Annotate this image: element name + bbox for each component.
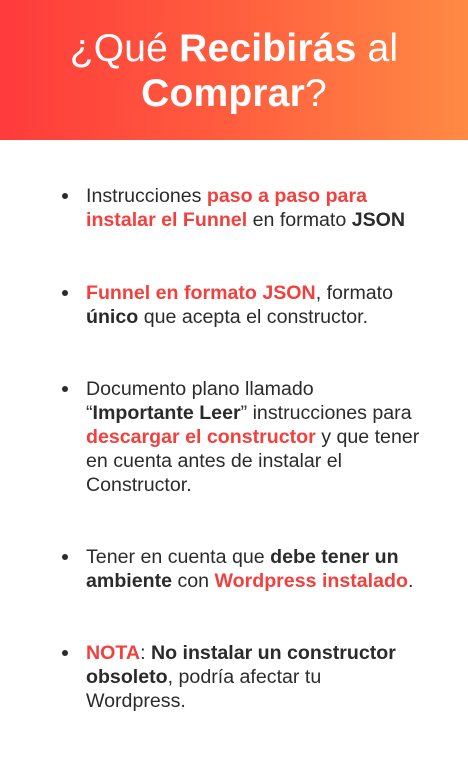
item-highlight: paso a paso para instalar el Funnel bbox=[86, 185, 367, 231]
bullet-icon bbox=[62, 554, 68, 560]
title-emphasis: Recibirás bbox=[179, 27, 357, 70]
page-title-line-2 bbox=[141, 71, 327, 116]
list-item bbox=[86, 377, 426, 497]
item-text: con bbox=[172, 570, 215, 592]
title-part: al bbox=[356, 27, 399, 70]
bullet-icon bbox=[62, 650, 68, 656]
header-banner bbox=[0, 0, 468, 140]
list-item bbox=[86, 281, 426, 329]
item-text: : bbox=[140, 642, 151, 664]
list-item bbox=[86, 545, 426, 593]
item-text: , formato bbox=[315, 282, 394, 304]
item-bold: Importante Leer bbox=[92, 402, 241, 424]
list-item bbox=[86, 184, 426, 232]
item-text: y que tener en cuenta antes de instalar el Constructor. bbox=[86, 426, 420, 496]
item-bold: debe tener un ambiente bbox=[86, 546, 399, 592]
bullet-icon bbox=[62, 193, 68, 199]
title-part: ? bbox=[305, 72, 327, 115]
page-title-line-1 bbox=[70, 26, 399, 71]
item-highlight: NOTA bbox=[86, 642, 141, 664]
item-text: Documento plano llamado “ bbox=[86, 378, 314, 424]
item-bold: JSON bbox=[351, 209, 406, 231]
item-text: que acepta el constructor. bbox=[138, 306, 369, 328]
title-part: ¿Qué bbox=[69, 27, 180, 70]
bullet-icon bbox=[62, 386, 68, 392]
item-highlight: descargar el constructor bbox=[86, 426, 316, 448]
item-bold: único bbox=[86, 306, 139, 328]
title-emphasis: Comprar bbox=[141, 72, 306, 115]
item-text: Instrucciones bbox=[86, 185, 207, 207]
item-text: . bbox=[407, 570, 414, 592]
bullet-icon bbox=[62, 290, 68, 296]
item-text: en formato bbox=[247, 209, 352, 231]
item-text: , podría afectar tu Wordpress. bbox=[86, 666, 322, 712]
list-item bbox=[86, 641, 426, 713]
item-highlight: Wordpress instalado bbox=[214, 570, 408, 592]
item-text: Tener en cuenta que bbox=[86, 546, 271, 568]
item-text: ” instrucciones para bbox=[240, 402, 412, 424]
item-highlight: Funnel en formato JSON bbox=[86, 282, 316, 304]
item-bold: No instalar un constructor obsoleto bbox=[86, 642, 396, 688]
